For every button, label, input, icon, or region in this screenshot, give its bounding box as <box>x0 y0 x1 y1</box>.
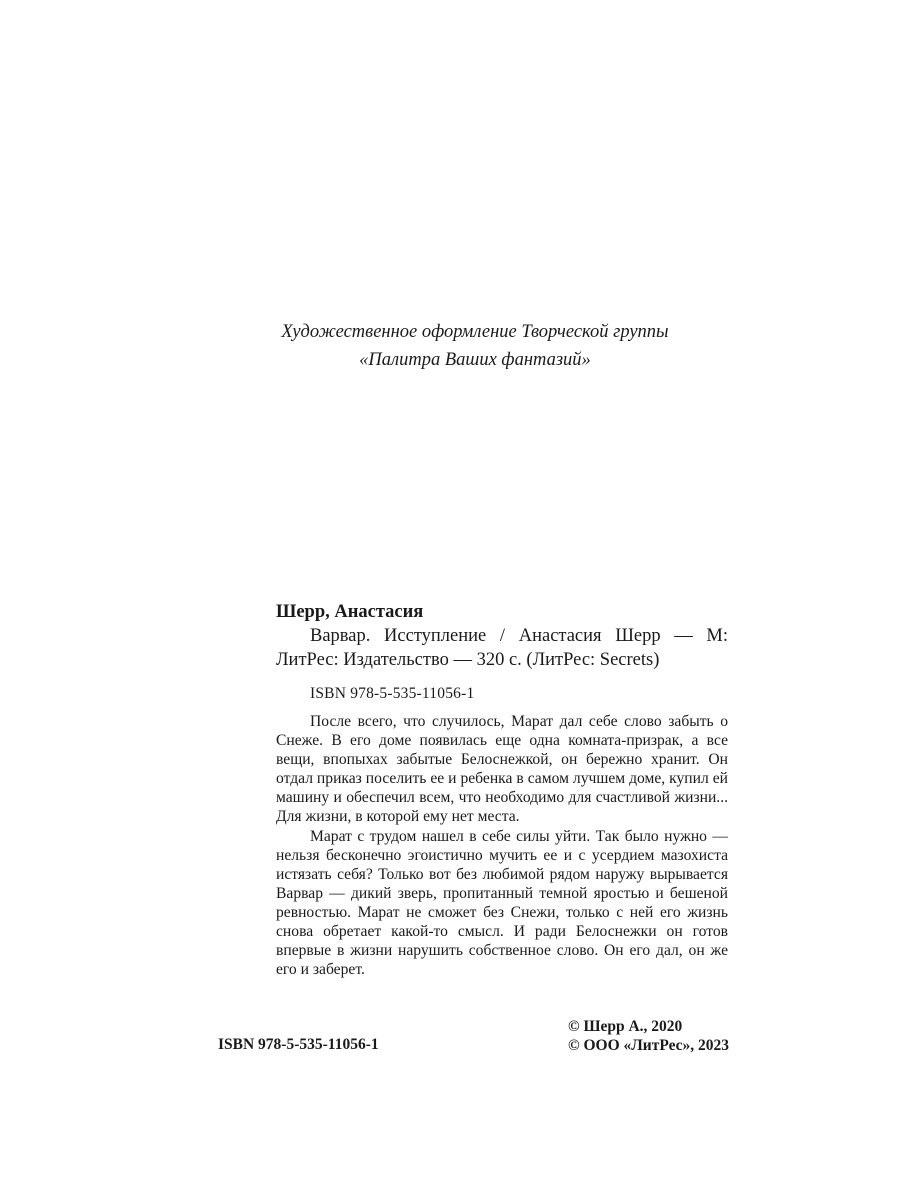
author-heading: Шерр, Анастасия <box>276 602 424 622</box>
design-credit-line-1: Художественное оформление Творческой группы <box>281 322 669 342</box>
copyright-publisher: © ООО «ЛитРес», 2023 <box>568 1037 730 1054</box>
copyright-block <box>568 1017 729 1055</box>
record-isbn: ISBN 978-5-535-11056-1 <box>310 685 475 702</box>
annotation-paragraph: Марат с трудом нашел в себе силы уйти. Так было нужно — нельзя бесконечно эгоистично мучить ее и с усердием мазохиста истязать себя? Только вот без любимой рядом наружу вырывается Варвар — дикий зверь, пропитанный темной яростью и бешеной ревностью. Марат не сможет без Снежи, только с ней его жизнь снова обретает какой-то смысл. И ради Белоснежки он готов впервые в жизни нарушить собственное слово. Он его дал, он же его и заберет. <box>276 827 728 979</box>
bibliographic-record <box>276 600 728 706</box>
footer-isbn: ISBN 978-5-535-11056-1 <box>218 1036 379 1053</box>
design-credit-line-2: «Палитра Ваших фантазий» <box>359 350 591 370</box>
design-credit <box>0 318 900 374</box>
title-entry: Варвар. Исступление / Анастасия Шерр — М: ЛитРес: Издательство — 320 с. (ЛитРес: Secrets) <box>276 626 728 670</box>
annotation-paragraph: После всего, что случилось, Марат дал себе слово забыть о Снеже. В его доме появилась еще одна комната-призрак, а все вещи, впопыхах забытые Белоснежкой, он бережно хранит. Он отдал приказ поселить ее и ребенка в самом лучшем доме, купил ей машину и обеспечил всем, что необходимо для счастливой жизни... Для жизни, в которой ему нет места. <box>276 713 728 826</box>
copyright-author: © Шерр А., 2020 <box>568 1018 683 1035</box>
annotation <box>276 712 728 979</box>
